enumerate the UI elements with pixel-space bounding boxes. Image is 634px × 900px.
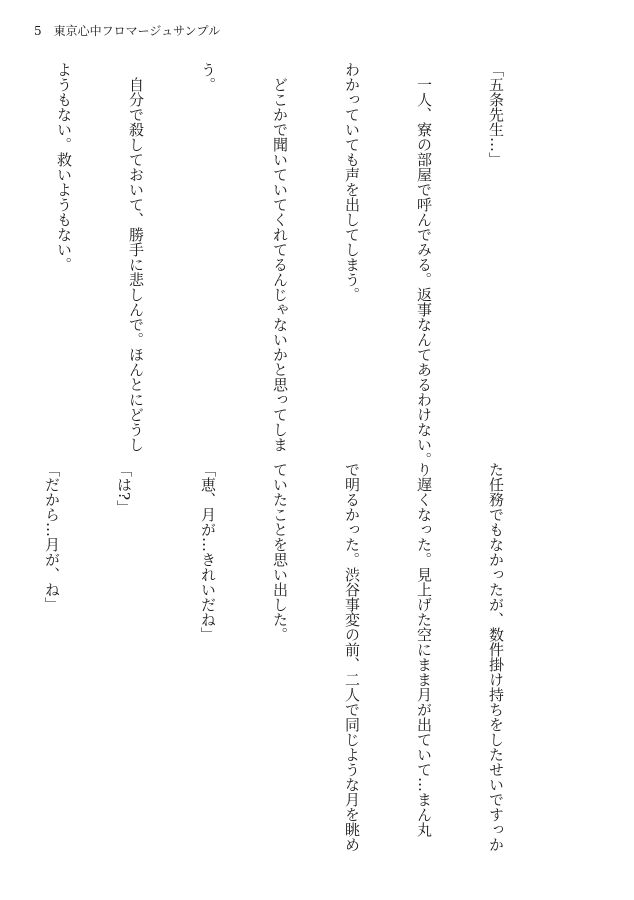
text-column: で明るかった。渋谷事変の前、二人で同じような月を眺め <box>343 462 361 852</box>
text-block-top <box>55 62 556 467</box>
running-header <box>34 24 220 38</box>
text-column: 自分で殺しておいて、勝手に悲しんで。ほんとにどうし <box>127 62 145 452</box>
text-column: う。 <box>199 62 217 92</box>
text-column: ていたことを思い出した。 <box>271 462 289 642</box>
text-column: り遅くなった。見上げた空にまま月が出ていて…まん丸 <box>415 462 433 837</box>
text-column: ようもない。救いようもない。 <box>55 62 73 272</box>
text-column: どこかで聞いていてくれてるんじゃないかと思ってしま <box>271 62 289 452</box>
text-column: 一人、寮の部屋で呼んでみる。返事なんてあるわけない。 <box>415 62 433 467</box>
text-column <box>0 62 4 434</box>
book-title: 東京心中フロマージュサンプル <box>53 24 221 38</box>
page-number: 5 <box>34 24 42 38</box>
text-column: 「は?」 <box>115 462 133 516</box>
text-column: た任務でもなかったが、数件掛け持ちをしたせいですっか <box>487 462 505 852</box>
text-block-bottom <box>43 462 556 862</box>
text-column: 「だから…月が、ね」 <box>43 462 61 612</box>
text-column: 「五条先生…」 <box>487 62 505 167</box>
text-column: わかっていても声を出してしまう。 <box>343 62 361 302</box>
text-column: 「恵、月が…きれいだね」 <box>199 462 217 642</box>
